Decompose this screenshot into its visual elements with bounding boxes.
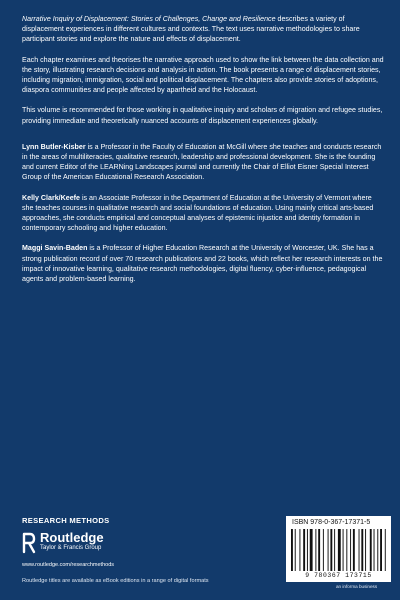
blurb-paragraph-3: This volume is recommended for those working in qualitative inquiry and scholars of migration and refugee studies, providing immediate and theoretically nuanced accounts of displacement experiences globally. [22, 106, 383, 125]
author-name: Lynn Butler-Kisber [22, 142, 86, 151]
back-cover-text [22, 14, 384, 294]
blurb-paragraph-2: Each chapter examines and theorises the narrative approach used to show the link between the data collection and the story, illustrating research decisions and analysis in action. The book presents a range of displacement stories, including migration, immigration, social and political displacement. The chapters also provide stories of adoptions, diaspora communities and people affected by apartheid and the Holocaust. [22, 55, 384, 95]
author-name: Maggi Savin-Baden [22, 244, 88, 253]
publisher-subtitle: Taylor & Francis Group [40, 545, 102, 551]
author-bio-text: is a Professor in the Faculty of Education at McGill where she teaches and conducts research in the areas of multiliteracies, qualitative research, leadership and professional development. She is the founding and current Editor of the LEARNing Landscapes journal and currently the Chair of Elliot Eisner Special Interest Group of the American Educational Research Association. [22, 142, 382, 182]
ebook-note: Routledge titles are available as eBook editions in a range of digital formats [22, 578, 209, 584]
publisher-url: www.routledge.com/researchmethods [22, 562, 115, 568]
blurb-paragraph-1 [22, 14, 384, 45]
informa-note: an informa business [336, 584, 378, 589]
author-bio-1 [22, 142, 384, 183]
series-label: RESEARCH METHODS [22, 516, 110, 525]
author-bio-text: is an Associate Professor in the Department of Education at the University of Vermont where she teaches courses in qualitative research and social foundations of education. Using mainly critical arts-based approaches, she conducts empirical and conceptual analyses of epistemic injustice and identity formation in contemporary schooling and higher education. [22, 193, 374, 233]
routledge-mark-icon [22, 532, 36, 554]
author-name: Kelly Clark/Keefe [22, 193, 80, 202]
barcode-number: 9 780367 173715 [305, 572, 372, 579]
book-title: Narrative Inquiry of Displacement: Stories of Challenges, Change and Resilience [22, 15, 276, 23]
barcode [286, 516, 391, 582]
author-bio-text: is a Professor of Higher Education Research at the University of Worcester, UK. She has a strong publication record of over 70 research publications and 22 books, which reflect her research interests on the impact of innovative learning, qualitative research methodologies, digital fluency, cyber-influence, pedagogical agents and problem-based learning. [22, 244, 383, 284]
author-bio-2 [22, 193, 384, 234]
author-bio-3 [22, 243, 384, 284]
publisher-name: Routledge [40, 530, 104, 545]
blurb-text: describes a variety of displacement experiences in different cultures and contexts. The text uses narrative methodologies to share participant stories and explore the nature and effects of displacement. [22, 15, 360, 44]
isbn-label: ISBN 978-0-367-17371-5 [292, 519, 371, 526]
barcode-bars [290, 529, 387, 571]
